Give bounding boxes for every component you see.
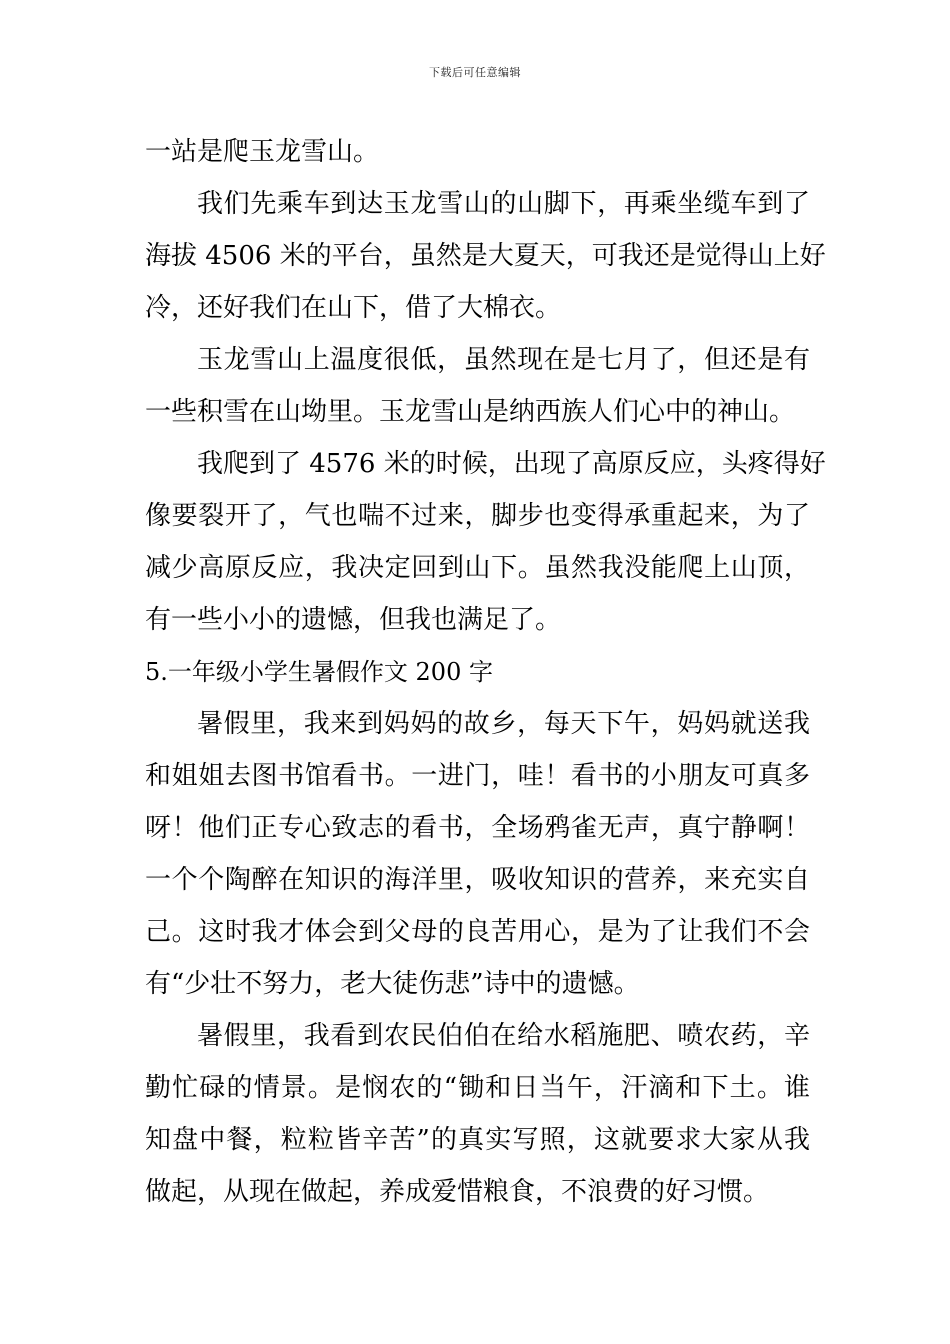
text-line: 我爬到了 4576 米的时候，出现了高原反应，头疼得好: [197, 449, 826, 479]
text-line: 做起，从现在做起，养成爱惜粮食，不浪费的好习惯。: [145, 1177, 770, 1207]
text-line: 海拔 4506 米的平台，虽然是大夏天，可我还是觉得山上好: [145, 241, 826, 271]
text-line: 呀！他们正专心致志的看书，全场鸦雀无声，真宁静啊！: [145, 813, 810, 843]
document-body: [145, 126, 826, 1218]
text-line: 暑假里，我看到农民伯伯在给水稻施肥、喷农药，辛: [197, 1021, 810, 1051]
text-line: 一些积雪在山坳里。玉龙雪山是纳西族人们心中的神山。: [145, 397, 796, 427]
text-line: 像要裂开了，气也喘不过来，脚步也变得承重起来，为了: [145, 501, 810, 531]
text-line: 有“少壮不努力，老大徒伤悲”诗中的遗憾。: [145, 969, 640, 999]
text-line: 减少高原反应，我决定回到山下。虽然我没能爬上山顶，: [145, 553, 810, 583]
text-line: 一个个陶醉在知识的海洋里，吸收知识的营养，来充实自: [145, 865, 810, 895]
text-line: 我们先乘车到达玉龙雪山的山脚下，再乘坐缆车到了: [197, 189, 810, 219]
text-line: 和姐姐去图书馆看书。一进门，哇！看书的小朋友可真多: [145, 761, 810, 791]
text-line: 玉龙雪山上温度很低，虽然现在是七月了，但还是有: [197, 345, 810, 375]
text-line: 己。这时我才体会到父母的良苦用心，是为了让我们不会: [145, 917, 810, 947]
text-line: 一站是爬玉龙雪山。: [145, 137, 380, 167]
text-line: 暑假里，我来到妈妈的故乡，每天下午，妈妈就送我: [197, 709, 810, 739]
text-line: 知盘中餐，粒粒皆辛苦”的真实写照，这就要求大家从我: [145, 1125, 810, 1155]
section-heading: 5.一年级小学生暑假作文 200 字: [145, 658, 493, 686]
text-line: 冷，还好我们在山下，借了大棉衣。: [145, 293, 562, 323]
text-line: 勤忙碌的情景。是悯农的“锄和日当午，汗滴和下土。谁: [145, 1073, 810, 1103]
text-line: 有一些小小的遗憾，但我也满足了。: [145, 605, 562, 635]
page-header: 下载后可任意编辑: [429, 66, 521, 79]
